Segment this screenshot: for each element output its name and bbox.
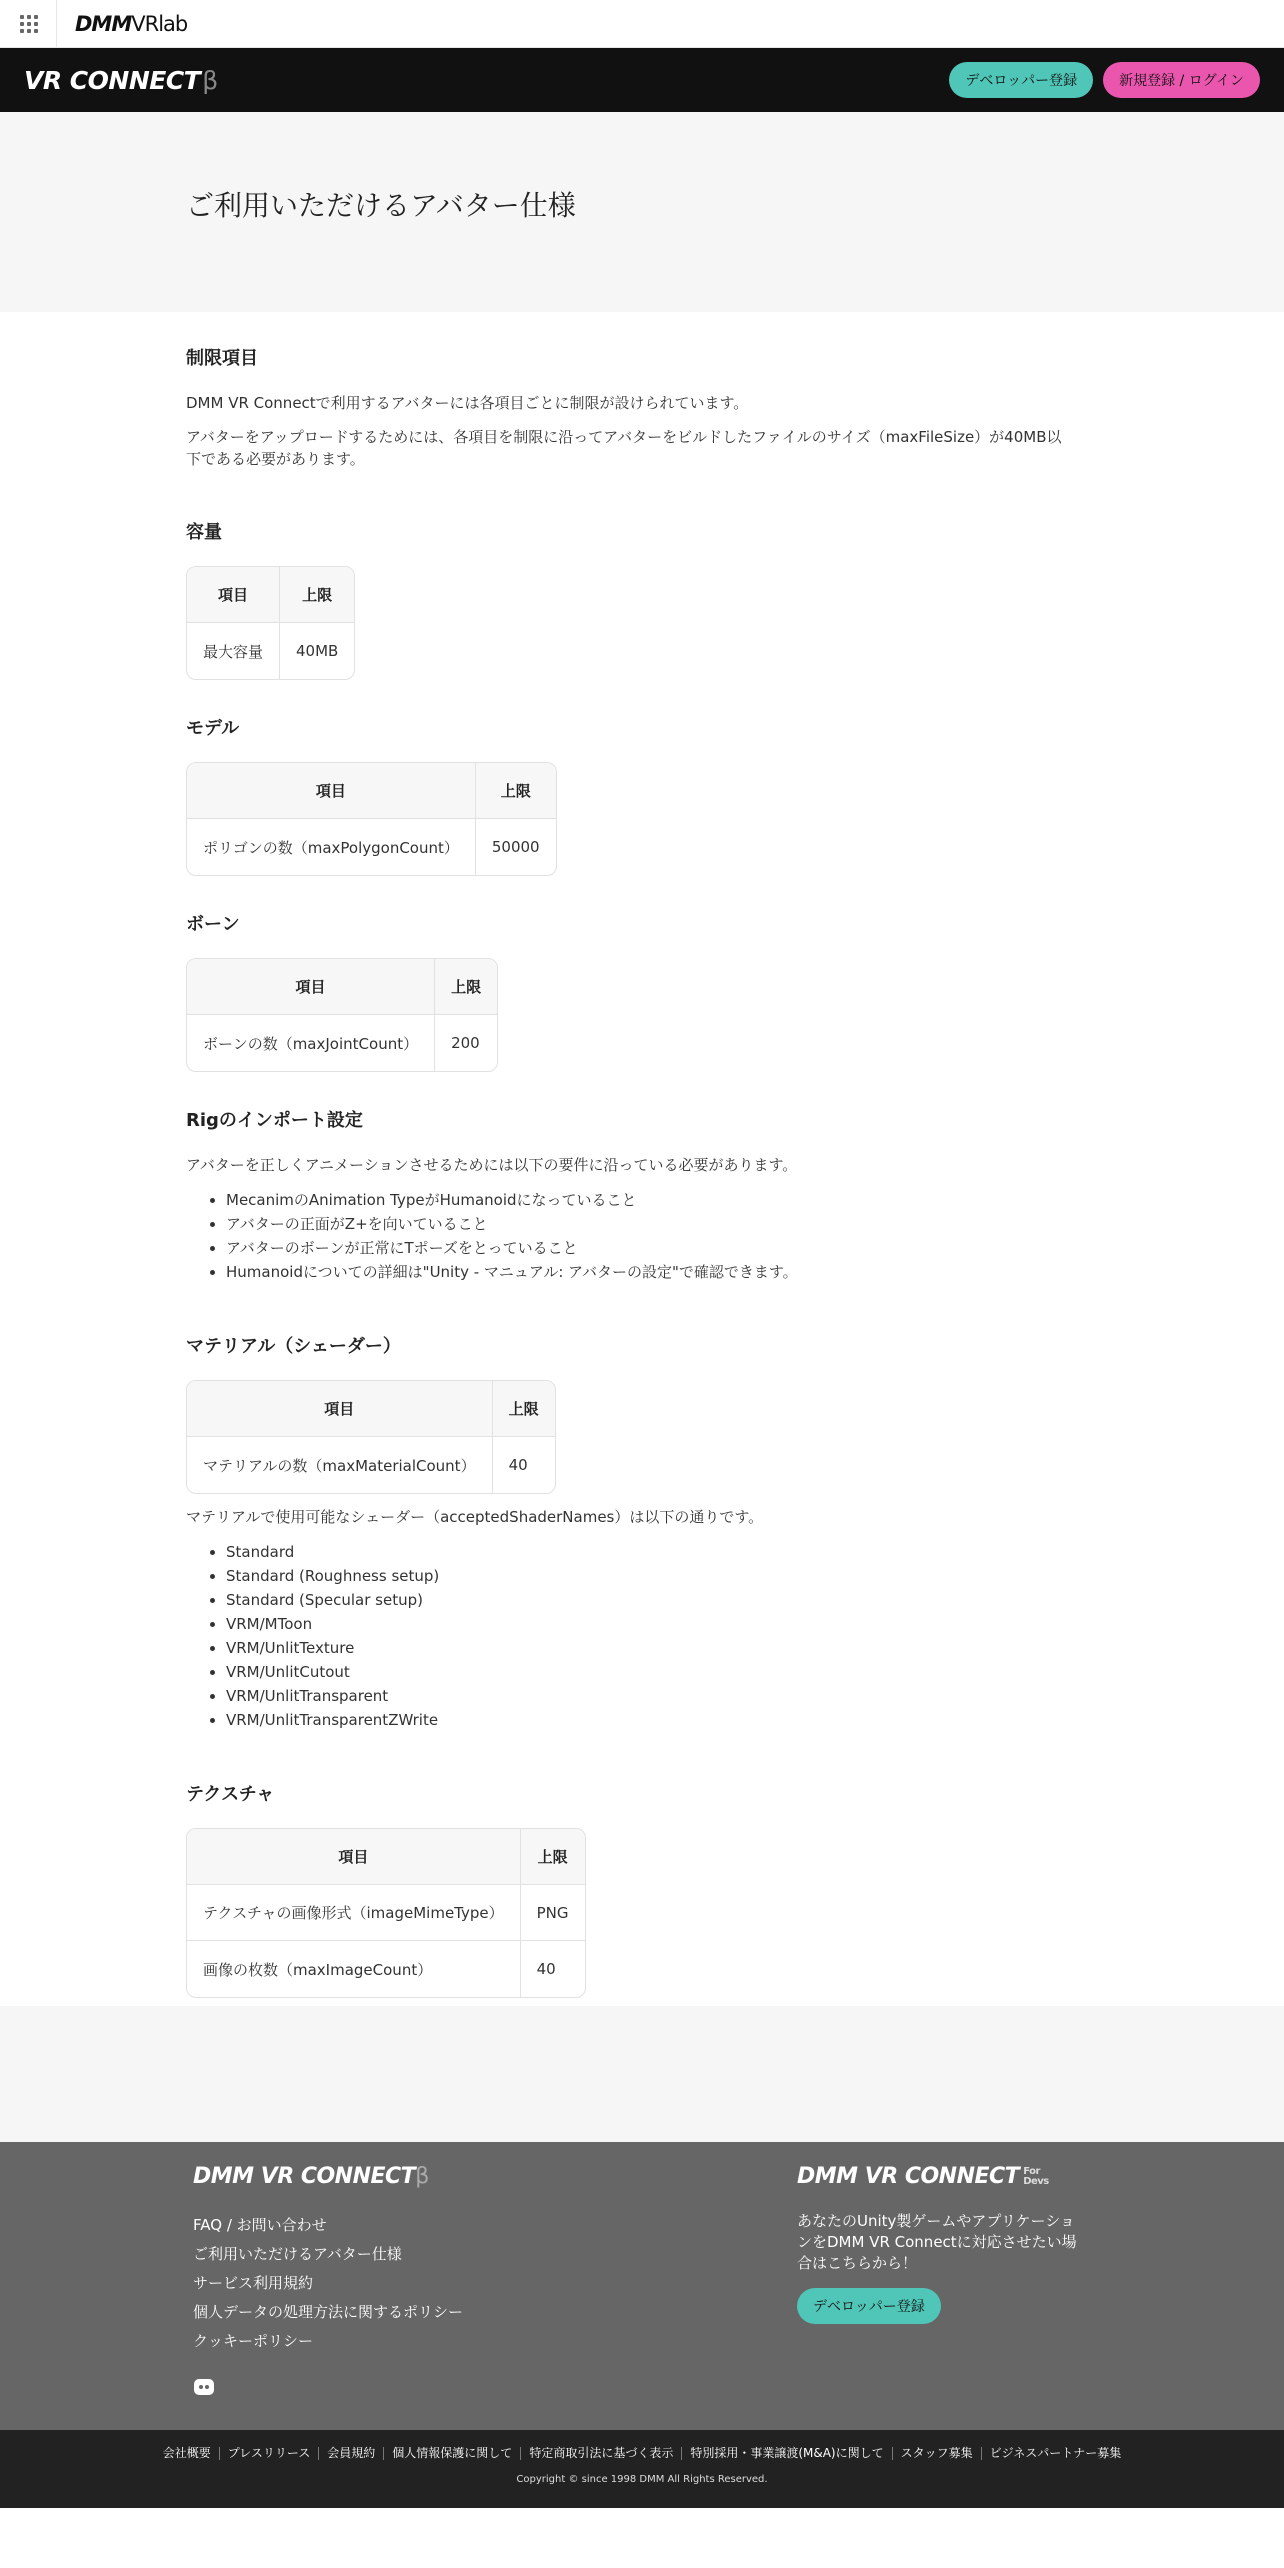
section-title: テクスチャ bbox=[186, 1784, 275, 1805]
bone-table bbox=[186, 958, 498, 1072]
table-cell: 50000 bbox=[475, 819, 556, 875]
footer-vr-connect-logo[interactable]: DMM VR CONNECTβ bbox=[193, 2164, 429, 2189]
model-section bbox=[186, 714, 1284, 876]
header-actions bbox=[949, 62, 1260, 98]
section-title: 制限項目 bbox=[186, 348, 258, 369]
table-row bbox=[187, 623, 354, 679]
list-item: • VRM/UnlitTransparentZWrite bbox=[226, 1708, 1284, 1732]
capacity-section bbox=[186, 518, 1284, 680]
section-title: 容量 bbox=[186, 522, 222, 543]
table-row bbox=[187, 1885, 585, 1941]
material-table bbox=[186, 1380, 556, 1494]
list-item: • MecanimのAnimation TypeがHumanoidになっていること bbox=[226, 1188, 1284, 1212]
table-cell: 画像の枚数（maxImageCount） bbox=[203, 1960, 433, 1979]
table-row bbox=[187, 1941, 585, 1997]
page-title: ご利用いただけるアバター仕様 bbox=[186, 189, 576, 222]
discord-icon[interactable] bbox=[193, 2376, 215, 2398]
table-cell: ポリゴンの数（maxPolygonCount） bbox=[203, 838, 459, 857]
bottom-bar bbox=[0, 2430, 1284, 2508]
column-header: 上限 bbox=[475, 763, 556, 819]
limits-section bbox=[186, 344, 1284, 470]
bottom-link[interactable]: 会員規約 bbox=[318, 2447, 383, 2460]
capacity-table bbox=[186, 566, 355, 680]
site-header bbox=[0, 48, 1284, 112]
paragraph: アバターをアップロードするためには、各項目を制限に沿ってアバターをビルドしたファイルのサイズ（maxFileSize）が40MB以下である必要があります。 bbox=[186, 428, 1062, 468]
table-cell: 200 bbox=[434, 1015, 497, 1071]
list-item: • Standard (Roughness setup) bbox=[226, 1564, 1284, 1588]
bottom-link[interactable]: 会社概要 bbox=[162, 2446, 211, 2460]
list-item: • アバターの正面がZ+を向いていること bbox=[226, 1212, 1284, 1236]
section-title: マテリアル（シェーダー） bbox=[186, 1336, 401, 1357]
list-item: • アバターのボーンが正常にTポーズをとっていること bbox=[226, 1236, 1284, 1260]
table-row bbox=[187, 819, 556, 875]
rig-requirements-list bbox=[226, 1188, 1284, 1284]
footer-link-avatar-spec[interactable]: ご利用いただけるアバター仕様 bbox=[193, 2245, 402, 2263]
footer-link-faq[interactable]: FAQ / お問い合わせ bbox=[193, 2216, 327, 2234]
spacer bbox=[0, 2006, 1284, 2142]
bottom-link[interactable]: 特定商取引法に基づく表示 bbox=[520, 2447, 681, 2460]
dmm-vrlab-logo[interactable]: DMMVRlab bbox=[75, 11, 188, 36]
column-header: 項目 bbox=[187, 1381, 492, 1437]
column-header: 項目 bbox=[187, 959, 434, 1015]
signup-login-button[interactable]: 新規登録 / ログイン bbox=[1103, 62, 1260, 98]
list-item: • Humanoidについての詳細は"Unity - マニュアル: アバターの設定"で確認できます。 bbox=[226, 1260, 1284, 1284]
list-item: • VRM/UnlitTransparent bbox=[226, 1684, 1284, 1708]
column-header: 項目 bbox=[187, 567, 279, 623]
table-cell: 40 bbox=[492, 1437, 555, 1493]
table-row bbox=[187, 1015, 497, 1071]
footer-left bbox=[193, 2164, 797, 2430]
rig-section bbox=[186, 1106, 1284, 1284]
bottom-link[interactable]: スタッフ募集 bbox=[892, 2447, 981, 2460]
site-footer bbox=[0, 2142, 1284, 2430]
footer-link-terms[interactable]: サービス利用規約 bbox=[193, 2274, 314, 2292]
bone-section bbox=[186, 910, 1284, 1072]
bottom-link[interactable]: プレスリリース bbox=[219, 2447, 319, 2460]
column-header: 上限 bbox=[492, 1381, 555, 1437]
material-section bbox=[186, 1332, 1284, 1732]
bottom-link[interactable]: ビジネスパートナー募集 bbox=[981, 2447, 1130, 2460]
list-item: • Standard bbox=[226, 1540, 1284, 1564]
paragraph: アバターを正しくアニメーションさせるためには以下の要件に沿っている必要があります。 bbox=[186, 1156, 798, 1174]
model-table bbox=[186, 762, 557, 876]
bottom-links bbox=[0, 2446, 1284, 2460]
column-header: 上限 bbox=[520, 1829, 585, 1885]
column-header: 上限 bbox=[434, 959, 497, 1015]
texture-table bbox=[186, 1828, 586, 1998]
main-content bbox=[0, 312, 1284, 1998]
table-cell: マテリアルの数（maxMaterialCount） bbox=[203, 1456, 476, 1475]
bottom-link[interactable]: 個人情報保護に関して bbox=[383, 2447, 520, 2460]
table-row bbox=[187, 1437, 555, 1493]
footer-for-devs-logo[interactable]: DMM VR CONNECT For Devs bbox=[797, 2164, 1049, 2189]
list-item: • VRM/UnlitTexture bbox=[226, 1636, 1284, 1660]
list-item: • VRM/MToon bbox=[226, 1612, 1284, 1636]
footer-link-cookie-policy[interactable]: クッキーポリシー bbox=[193, 2332, 314, 2350]
copyright: Copyright © since 1998 DMM All Rights Reserved. bbox=[516, 2474, 768, 2485]
divider bbox=[56, 0, 57, 48]
section-title: ボーン bbox=[186, 914, 240, 935]
page-hero bbox=[0, 112, 1284, 312]
list-item: • VRM/UnlitCutout bbox=[226, 1660, 1284, 1684]
texture-section bbox=[186, 1780, 1284, 1998]
developer-promo-text: あなたのUnity製ゲームやアプリケーションをDMM VR Connectに対応させたい場合はこちらから！ bbox=[797, 2212, 1077, 2272]
section-title: Rigのインポート設定 bbox=[186, 1110, 363, 1131]
developer-register-button[interactable]: デベロッパー登録 bbox=[949, 62, 1093, 98]
column-header: 項目 bbox=[187, 1829, 520, 1885]
shader-list bbox=[226, 1540, 1284, 1732]
table-cell: 40 bbox=[520, 1941, 585, 1997]
table-cell: PNG bbox=[520, 1885, 585, 1941]
footer-developer-register-button[interactable]: デベロッパー登録 bbox=[797, 2288, 941, 2324]
table-cell: テクスチャの画像形式（imageMimeType） bbox=[187, 1885, 520, 1941]
bottom-link[interactable]: 特別採用・事業譲渡(M&A)に関して bbox=[681, 2447, 891, 2460]
column-header: 項目 bbox=[187, 763, 475, 819]
top-bar bbox=[0, 0, 1284, 48]
footer-right bbox=[797, 2164, 1077, 2430]
paragraph: DMM VR Connectで利用するアバターには各項目ごとに制限が設けられています。 bbox=[186, 394, 749, 412]
table-cell: 40MB bbox=[279, 623, 354, 679]
table-cell: 最大容量 bbox=[203, 642, 264, 661]
vr-connect-logo[interactable]: VR CONNECTβ bbox=[24, 65, 218, 95]
list-item: • Standard (Specular setup) bbox=[226, 1588, 1284, 1612]
column-header: 上限 bbox=[279, 567, 354, 623]
table-cell: ボーンの数（maxJointCount） bbox=[203, 1034, 419, 1053]
footer-links bbox=[193, 2211, 797, 2356]
apps-grid-icon[interactable] bbox=[20, 15, 38, 33]
paragraph: マテリアルで使用可能なシェーダー（acceptedShaderNames）は以下の通りです。 bbox=[186, 1508, 764, 1526]
footer-link-data-policy[interactable]: 個人データの処理方法に関するポリシー bbox=[193, 2303, 464, 2321]
section-title: モデル bbox=[186, 718, 240, 739]
